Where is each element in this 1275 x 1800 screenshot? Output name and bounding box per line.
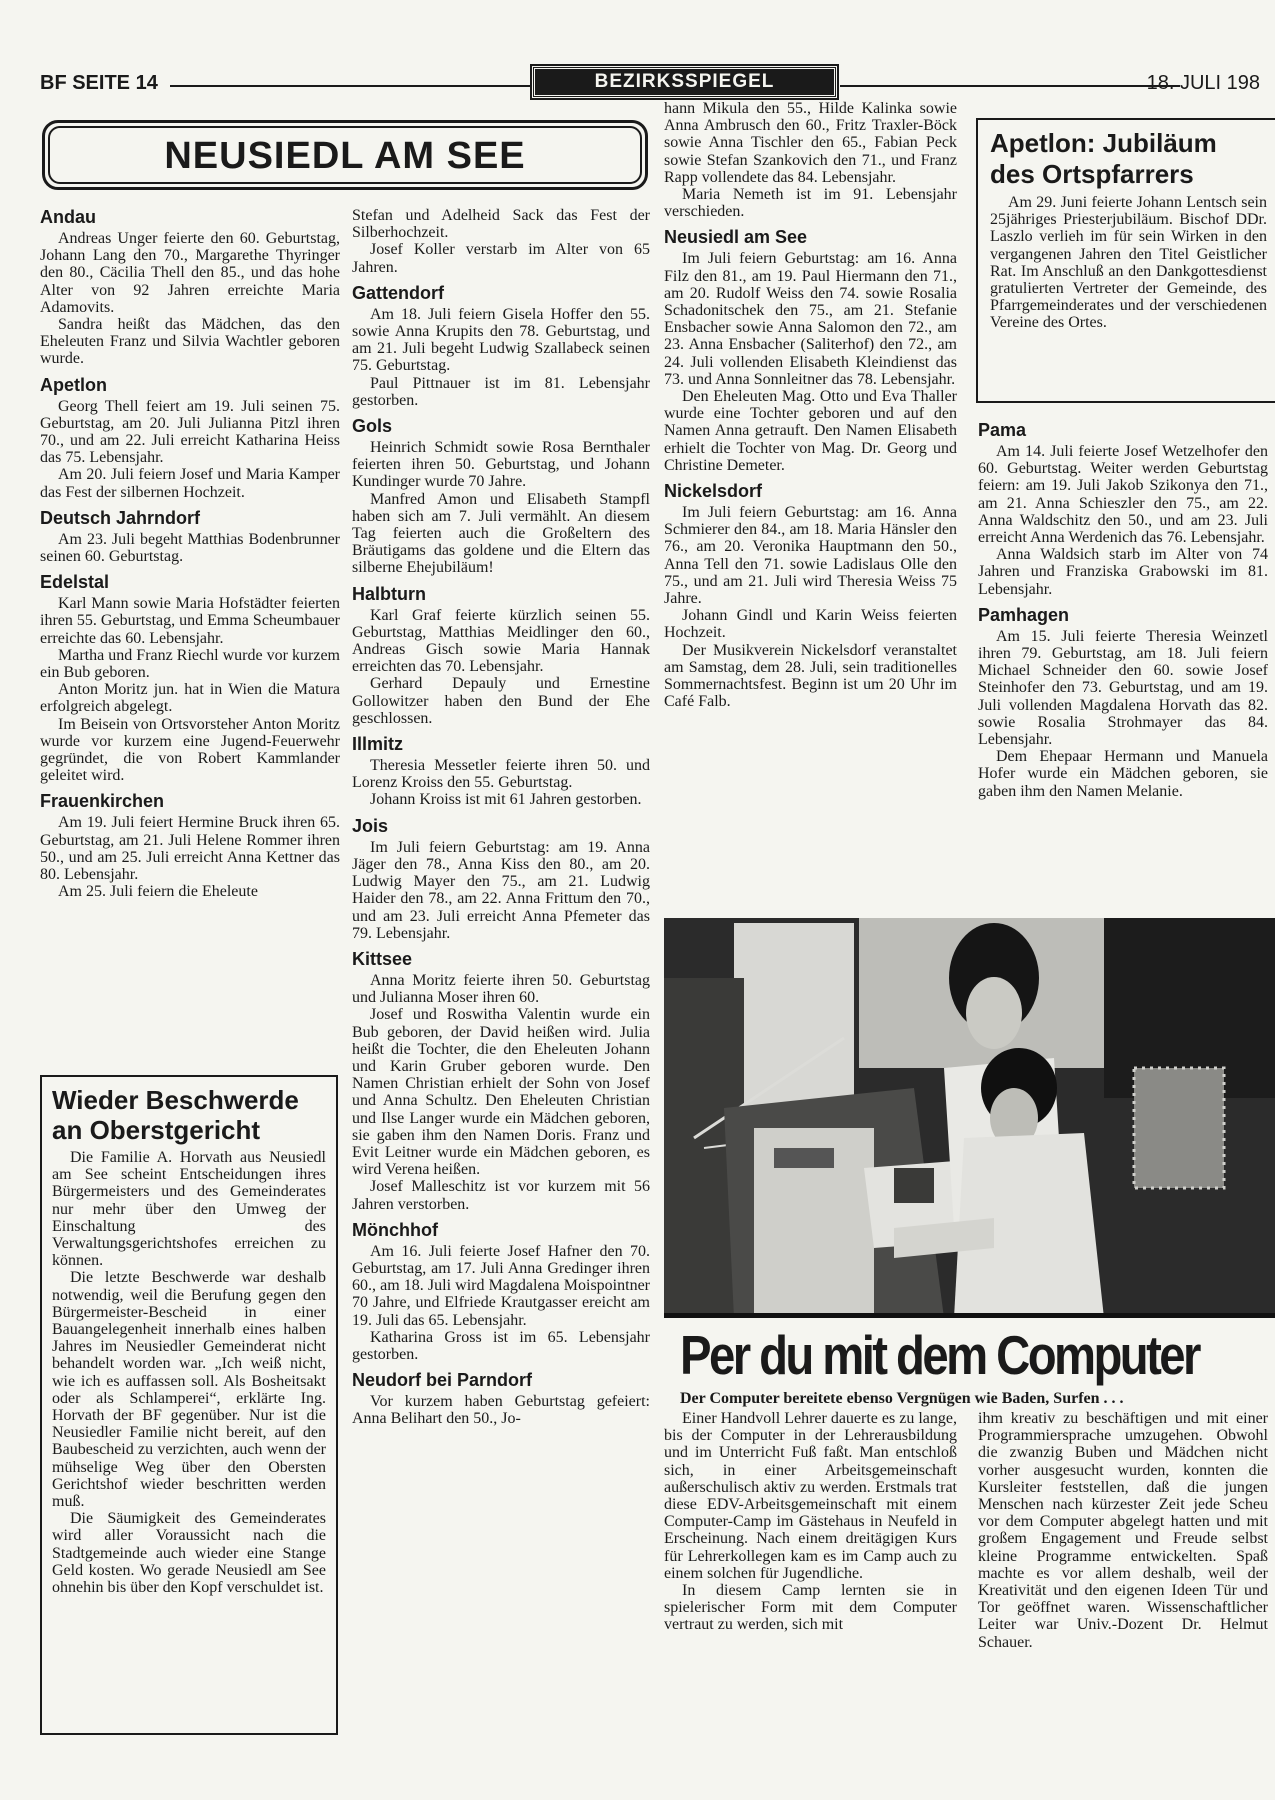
locality-heading: Mönchhof (352, 1219, 438, 1240)
news-column-2 (352, 207, 650, 1707)
locality-heading: Neudorf bei Parndorf (352, 1370, 533, 1391)
header-rule-right (840, 85, 1180, 87)
computer-subheadline: Der Computer bereitete ebenso Vergnügen wie Baden, Surfen . . . (680, 1390, 1124, 1407)
news-paragraph: Am 19. Juli feiert Hermine Bruck ihren 65. Geburtstag, am 21. Juli Helene Rommer ihren 50., und am 25. Juli erreicht Anna Kettner das 80. Lebensjahr. (40, 814, 340, 884)
computer-article-column-1 (664, 1410, 957, 1730)
news-paragraph: Der Musikverein Nickelsdorf veranstaltet am Samstag, dem 28. Juli, sein traditionelles Sommernachtsfest. Beginn ist um 20 Uhr im Café Falb. (664, 641, 957, 711)
locality-heading: Illmitz (352, 734, 404, 755)
news-paragraph: Paul Pittnauer ist im 81. Lebensjahr gestorben. (352, 374, 650, 409)
news-paragraph: Johann Kroiss ist mit 61 Jahren gestorben. (370, 791, 642, 809)
news-paragraph: Am 15. Juli feierte Theresia Weinzetl ihren 79. Geburtstag, am 18. Juli feiern Michael Schneider den 60. sowie Josef Steinhofer den 73. Geburtstag, und am 19. Juli vollenden Magdalena Horvath das 82. sowie Rosalia Strohmayer das 84. Lebensjahr. (978, 627, 1268, 749)
page-number: BF SEITE 14 (40, 72, 158, 94)
locality-heading: Gattendorf (352, 282, 444, 303)
news-paragraph: Am 25. Juli feiern die Eheleute (58, 883, 258, 901)
news-paragraph: hann Mikula den 55., Hilde Kalinka sowie Anna Ambrusch den 60., Fritz Traxler-Böck sowie Anna Tischler den 65., Fabian Peck sowie Stefan Szankovich den 71., und Franz Rapp vollendete das 84. Lebensjahr. (664, 100, 957, 186)
computer-headline: Per du mit dem Computer (680, 1324, 1199, 1386)
news-paragraph: Theresia Messetler feierte ihren 50. und Lorenz Kroiss den 55. Geburtstag. (352, 757, 650, 792)
locality-heading: Neusiedl am See (664, 227, 808, 248)
page-header (40, 66, 1260, 106)
news-column-1 (40, 207, 340, 1067)
news-paragraph: Karl Graf feierte kürzlich seinen 55. Geburtstag, Matthias Meidlinger den 60., Andreas Gisch sowie Maria Hannak erreichten das 70. Lebensjahr. (352, 606, 650, 676)
news-paragraph: Georg Thell feiert am 19. Juli seinen 75. Geburtstag, am 20. Juli Julianna Pitzl ihren 70., und am 22. Juli erreicht Katharina Heiss das 75. Lebensjahr. (40, 397, 340, 467)
news-paragraph: Heinrich Schmidt sowie Rosa Bernthaler feierten ihren 50. Geburtstag, und Johann Kundinger wurde 70 Jahre. (352, 439, 650, 491)
news-paragraph: Am 18. Juli feiern Gisela Hoffer den 55. sowie Anna Krupits den 78. Geburtstag, und am 21. Juli begeht Ludwig Szallabeck seinen 75. Geburtstag. (352, 305, 650, 375)
beschwerde-paragraph: Die Familie A. Horvath aus Neusiedl am See scheint Entscheidungen ihres Bürgermeisters und des Gemeinderates nur mehr über den Umweg der Einschaltung des Verwaltungsgerichtshofes erreichen zu können. (52, 1149, 326, 1270)
news-paragraph: In diesem Camp lernten sie in spielerischer Form mit dem Computer vertraut zu werden, sich mit (664, 1582, 957, 1634)
news-paragraph: Am 16. Juli feierte Josef Hafner den 70. Geburtstag, am 17. Juli Anna Gredinger ihren 60., am 18. Juli wird Magdalena Moispointner 70 Jahre, und Elfriede Krautgasser ereicht am 19. Juli das 65. Lebensjahr. (352, 1242, 650, 1329)
locality-heading: Nickelsdorf (664, 481, 763, 502)
locality-heading: Andau (40, 207, 96, 227)
news-paragraph: Stefan und Adelheid Sack das Fest der Silberhochzeit. (352, 207, 650, 242)
locality-heading: Pamhagen (978, 604, 1070, 625)
news-paragraph: Am 23. Juli begeht Matthias Bodenbrunner seinen 60. Geburtstag. (40, 530, 340, 566)
news-paragraph: Im Juli feiern Geburtstag: am 19. Anna Jäger den 78., Anna Kiss den 80., am 20. Ludwig Mayer den 75., am 21. Ludwig Haider den 78., am 22. Anna Frittum den 70., und am 23. Juli erreicht Anna Pfemeter das 79. Lebensjahr. (352, 838, 650, 942)
news-paragraph: Martha und Franz Riechl wurde vor kurzem ein Bub geboren. (40, 646, 340, 682)
locality-heading: Jois (352, 815, 389, 836)
apetlon-paragraph: Am 29. Juni feierte Johann Lentsch sein 25jähriges Priesterjubiläum. Bischof DDr. Laszlo verlieh im für sein Wirken in den vergangenen Jahren den Titel Geistlicher Rat. Im Anschluß an den Dankgottesdienst gratulierten Vertreter der Gemeinde, des Pfarrgemeinderates und der verschiedenen Vereine des Ortes. (990, 194, 1267, 332)
locality-heading: Pama (978, 420, 1027, 440)
apetlon-headline: Apetlon: Jubiläum des Ortspfarrers (990, 128, 1217, 189)
news-paragraph: Anna Waldsich starb im Alter von 74 Jahren und Franziska Grabowski im 81. Lebensjahr. (978, 546, 1268, 598)
news-paragraph: Im Juli feiern Geburtstag: am 16. Anna Filz den 81., am 19. Paul Hiermann den 71., am 20. Rudolf Weiss den 74. sowie Rosalia Schadonitschek den 75., am 21. Stefanie Ensbacher sowie Anna Salomon den 72., am 23. Anna Ensbacher (Saliterhof) den 72., am 24. Juli vollenden Elisabeth Kleindienst das 73. und Anna Sonnleitner das 78. Lebensjahr. (664, 250, 957, 388)
header-rule-left (170, 85, 570, 87)
locality-heading: Edelstal (40, 572, 110, 593)
news-paragraph: Vor kurzem haben Geburtstag gefeiert: Anna Belihart den 50., Jo- (352, 1393, 650, 1428)
locality-heading: Frauenkirchen (40, 791, 165, 812)
article-box-apetlon (976, 118, 1275, 403)
locality-heading: Kittsee (352, 948, 413, 969)
region-title-box (42, 120, 648, 190)
news-paragraph: Am 14. Juli feierte Josef Wetzelhofer den 60. Geburtstag. Weiter werden Geburtstag feiern: am 19. Juli Jakob Szikonya den 71., am 21. Anna Schieszler den 75., am 22. Anna Waldschitz den 50., und am 23. Juli erreicht Anna Werdenich das 76. Lebensjahr. (978, 443, 1268, 547)
beschwerde-paragraph: Die Säumigkeit des Gemeinderates wird aller Voraussicht nach die Stadtgemeinde auch wieder eine Stange Geld kosten. Wo gerade Neusiedl am See ohnehin bis über den Kopf verschuldet ist. (52, 1510, 326, 1597)
computer-article-column-2 (978, 1410, 1268, 1730)
news-paragraph: Andreas Unger feierte den 60. Geburtstag, Johann Lang den 70., Margarethe Thyringer den 80., Cäcilia Thell den 85., und das hohe Alter von 92 Jahren erreichte Maria Adamovits. (40, 230, 340, 316)
region-title: NEUSIEDL AM SEE (48, 126, 642, 184)
news-paragraph: Katharina Gross ist im 65. Lebensjahr gestorben. (352, 1328, 650, 1363)
beschwerde-paragraph: Die letzte Beschwerde war deshalb notwendig, weil die Berufung gegen den Bürgermeister-Bescheid in einer Bauangelegenheit innerhalb eines halben Jahres im Neusiedler Gemeinderat nicht behandelt worden war. „Ich weiß nicht, wie ich es auffassen soll. Als Bosheitsakt oder als Schlamperei“, erklärte Ing. Horvath der BF gegenüber. Nur ist die Neusiedler Familie nicht bereit, auf den Baubescheid zu verzichten, auch wenn der mühselige Weg über den Obersten Gerichtshof wieder beschritten werden muß. (52, 1269, 326, 1511)
beschwerde-headline: Wieder Beschwerde an Oberstgericht (52, 1085, 299, 1145)
section-label: BEZIRKSSPIEGEL (532, 66, 837, 98)
news-paragraph: Josef und Roswitha Valentin wurde ein Bub geboren, der David heißen wird. Julia heißt die Tochter, die den Eheleuten Johann und Karin Gruber geboren wurde. Den Namen Christian erhielt der Sohn von Josef und Anna Schultz. Den Eheleuten Christian und Ilse Langer wurde ein Mädchen geboren, sie gaben ihm den Namen Doris. Franz und Evit Leitner wurde ein Mädchen geboren, es wird Verena heißen. (352, 1006, 650, 1179)
news-paragraph: Anna Moritz feierte ihren 50. Geburtstag und Julianna Moser ihren 60. (352, 971, 650, 1007)
news-paragraph: Gerhard Depauly und Ernestine Gollowitzer haben den Bund der Ehe geschlossen. (352, 675, 650, 727)
news-paragraph: Dem Ehepaar Hermann und Manuela Hofer wurde ein Mädchen geboren, sie gaben ihm den Namen Melanie. (978, 748, 1268, 800)
news-column-4 (978, 420, 1268, 900)
locality-heading: Deutsch Jahrndorf (40, 507, 201, 528)
news-paragraph: Anton Moritz jun. hat in Wien die Matura erfolgreich abgelegt. (40, 681, 340, 716)
news-paragraph: Am 20. Juli feiern Josef und Maria Kamper das Fest der silbernen Hochzeit. (40, 466, 340, 501)
news-paragraph: Josef Koller verstarb im Alter von 65 Jahren. (352, 241, 650, 276)
news-paragraph: Maria Nemeth ist im 91. Lebensjahr verschieden. (664, 186, 957, 221)
news-paragraph: ihm kreativ zu beschäftigen und mit einer Programmiersprache umzugehen. Obwohl die zwanzig Buben und Mädchen nicht vorher ausgesucht wurden, konnten die Kursleiter feststellen, daß die jungen Menschen nach kürzester Zeit jede Scheu vor dem Computer abgelegt hatten und mit großem Engagement und Freude selbst kleine Programme entwickelten. Spaß machte es vor allem deshalb, weil der Kreativität und den eigenen Ideen Tür und Tor geöffnet waren. Wissenschaftlicher Leiter war Univ.-Dozent Dr. Helmut Schauer. (978, 1410, 1268, 1651)
news-paragraph: Im Beisein von Ortsvorsteher Anton Moritz wurde vor kurzem eine Jugend-Feuerwehr gegründet, die von Robert Kammlander geleitet wird. (40, 715, 340, 785)
computer-class-photo (664, 918, 1275, 1318)
news-paragraph: Karl Mann sowie Maria Hofstädter feierten ihren 55. Geburtstag, und Emma Scheumbauer erreichte das 60. Lebensjahr. (40, 595, 340, 647)
news-column-3 (664, 100, 957, 900)
news-paragraph: Sandra heißt das Mädchen, das den Eheleuten Franz und Silvia Wachtler geboren wurde. (40, 316, 340, 368)
news-paragraph: Einer Handvoll Lehrer dauerte es zu lange, bis der Computer in der Lehrerausbildung und im Unterricht Fuß faßt. Man entschloß sich, in einer Arbeitsgemeinschaft außerschulisch aktiv zu werden. Erstmals trat diese EDV-Arbeitsgemeinschaft mit einem Computer-Camp im Gästehaus in Neufeld in Erscheinung. Nach einem dreitägigen Kurs für Lehrerkollegen kam es im Camp auch zu einem solchen für Jugendliche. (664, 1410, 957, 1582)
locality-heading: Halbturn (352, 583, 426, 604)
news-paragraph: Den Eheleuten Mag. Otto und Eva Thaller wurde eine Tochter geboren und auf den Namen Anna getrauft. Den Namen Elisabeth erhielt die Tochter von Mag. Dr. Georg und Christine Demeter. (664, 388, 957, 474)
news-paragraph: Josef Malleschitz ist vor kurzem mit 56 Jahren verstorben. (352, 1178, 650, 1213)
article-box-beschwerde (40, 1075, 338, 1735)
news-paragraph: Manfred Amon und Elisabeth Stampfl haben sich am 7. Juli vermählt. An diesem Tag feierten auch die Großeltern des Bräutigams das goldene und die Eltern das silberne Ehejubiläum! (352, 490, 650, 577)
issue-date: 18. JULI 198 (1146, 72, 1260, 94)
photo-illustration (664, 918, 1275, 1318)
news-paragraph: Im Juli feiern Geburtstag: am 16. Anna Schmierer den 84., am 18. Maria Hänsler den 76., am 20. Veronika Hauptmann den 50., Anna Tell den 71. sowie Ladislaus Olle den 75., und am 21. Juli wird Theresia Weiss 75 Jahre. (664, 504, 957, 608)
locality-heading: Apetlon (40, 374, 107, 395)
news-paragraph: Johann Gindl und Karin Weiss feierten Hochzeit. (664, 607, 957, 642)
locality-heading: Gols (352, 416, 393, 437)
